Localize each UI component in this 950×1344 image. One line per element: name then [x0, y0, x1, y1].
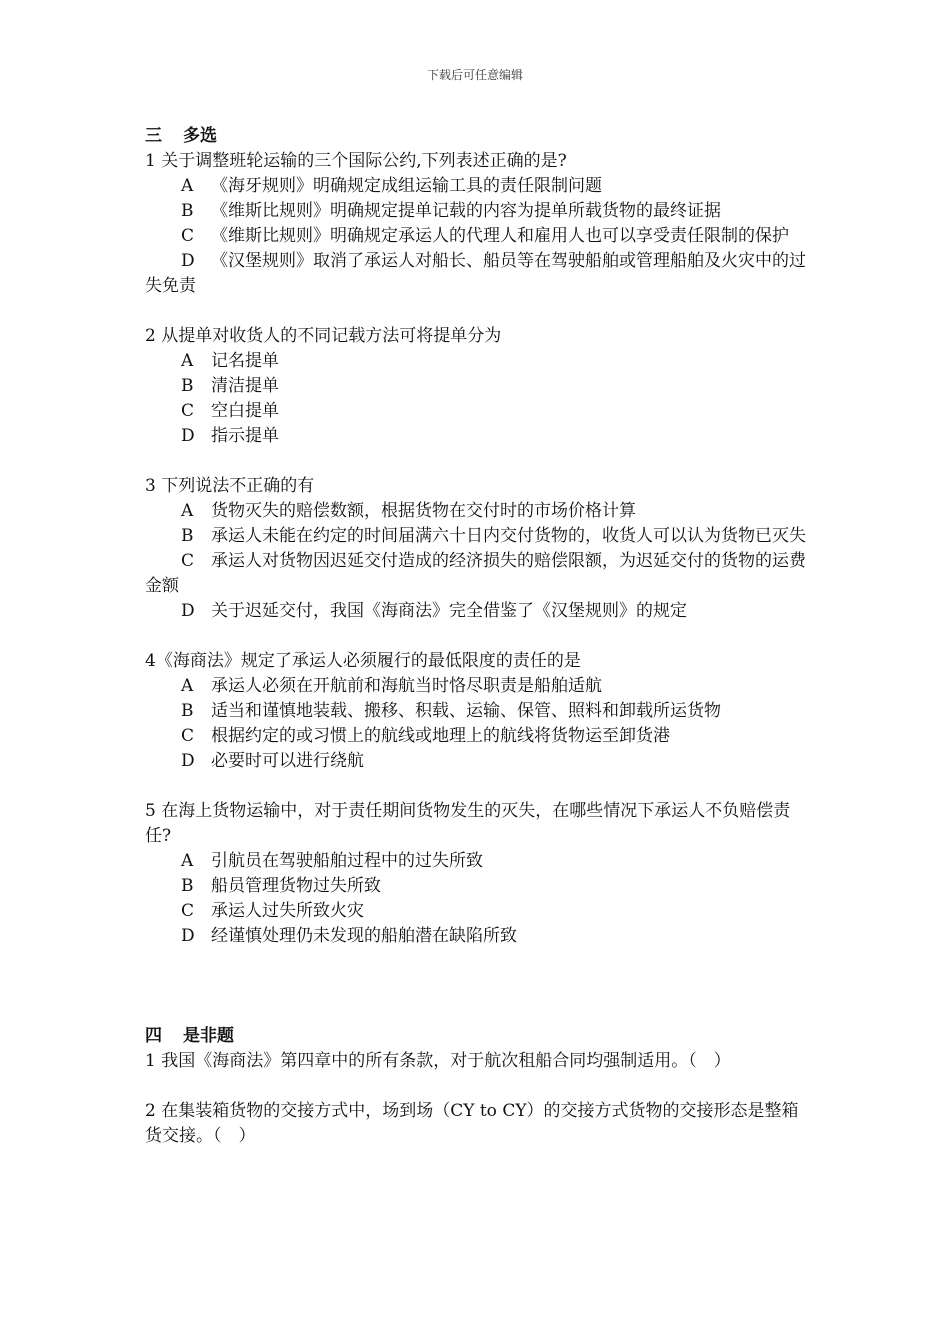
- option-item: [145, 749, 810, 774]
- option-item: [145, 524, 810, 549]
- section-spacer: [145, 949, 810, 1024]
- option-letter: B: [181, 701, 194, 721]
- question-text: 2 在集装箱货物的交接方式中，场到场（CY to CY）的交接方式货物的交接形态是整箱货交接。（ ）: [145, 1101, 799, 1146]
- question-item: [145, 649, 810, 774]
- option-item: [145, 499, 810, 524]
- option-text: 必要时可以进行绕航: [211, 751, 364, 771]
- option-letter: A: [181, 176, 194, 196]
- option-text: 船员管理货物过失所致: [211, 876, 381, 896]
- section-number: 三: [145, 126, 162, 146]
- option-text: 指示提单: [211, 426, 279, 446]
- section-number: 四: [145, 1026, 162, 1046]
- option-text: 经谨慎处理仍未发现的船舶潜在缺陷所致: [211, 926, 517, 946]
- option-text: 《汉堡规则》取消了承运人对船长、船员等在驾驶船舶或管理船舶及火灾中的过失免责: [145, 251, 806, 296]
- option-text: 引航员在驾驶船舶过程中的过失所致: [211, 851, 483, 871]
- option-item: [145, 249, 810, 299]
- option-item: [145, 424, 810, 449]
- option-item: [145, 399, 810, 424]
- option-letter: D: [181, 926, 195, 946]
- question-item: [145, 474, 810, 624]
- question-item: [145, 149, 810, 299]
- option-text: 记名提单: [211, 351, 279, 371]
- option-text: 《海牙规则》明确规定成组运输工具的责任限制问题: [211, 176, 602, 196]
- question-text: 4《海商法》规定了承运人必须履行的最低限度的责任的是: [145, 651, 581, 671]
- option-letter: B: [181, 526, 194, 546]
- option-item: [145, 374, 810, 399]
- option-text: 承运人必须在开航前和海航当时恪尽职责是船舶适航: [211, 676, 602, 696]
- option-item: [145, 549, 810, 599]
- question-text: 5 在海上货物运输中，对于责任期间货物发生的灭失，在哪些情况下承运人不负赔偿责任?: [145, 801, 791, 846]
- option-letter: C: [181, 226, 195, 246]
- option-item: [145, 874, 810, 899]
- section-multiple-choice: [145, 124, 810, 949]
- document-body: [145, 124, 810, 1149]
- option-text: 关于迟延交付，我国《海商法》完全借鉴了《汉堡规则》的规定: [211, 601, 687, 621]
- option-item: [145, 849, 810, 874]
- option-letter: D: [181, 601, 195, 621]
- option-item: [145, 699, 810, 724]
- question-item: [145, 1049, 810, 1074]
- option-text: 《维斯比规则》明确规定提单记载的内容为提单所载货物的最终证据: [211, 201, 721, 221]
- option-letter: C: [181, 901, 195, 921]
- option-letter: B: [181, 876, 194, 896]
- option-letter: B: [181, 376, 194, 396]
- option-letter: C: [181, 726, 195, 746]
- option-text: 货物灭失的赔偿数额，根据货物在交付时的市场价格计算: [211, 501, 636, 521]
- option-item: [145, 349, 810, 374]
- option-text: 承运人对货物因迟延交付造成的经济损失的赔偿限额，为迟延交付的货物的运费金额: [145, 551, 806, 596]
- option-text: 承运人过失所致火灾: [211, 901, 364, 921]
- option-text: 《维斯比规则》明确规定承运人的代理人和雇用人也可以享受责任限制的保护: [211, 226, 789, 246]
- option-item: [145, 599, 810, 624]
- option-letter: A: [181, 351, 194, 371]
- option-letter: B: [181, 201, 194, 221]
- option-item: [145, 674, 810, 699]
- section-true-false: [145, 1024, 810, 1149]
- option-letter: D: [181, 251, 195, 271]
- question-item: [145, 799, 810, 949]
- question-text: 2 从提单对收货人的不同记载方法可将提单分为: [145, 326, 502, 346]
- option-text: 承运人未能在约定的时间届满六十日内交付货物的，收货人可以认为货物已灭失: [211, 526, 806, 546]
- question-text: 1 我国《海商法》第四章中的所有条款，对于航次租船合同均强制适用。（ ）: [145, 1051, 731, 1071]
- option-text: 适当和谨慎地装载、搬移、积载、运输、保管、照料和卸载所运货物: [211, 701, 721, 721]
- option-item: [145, 174, 810, 199]
- option-item: [145, 924, 810, 949]
- option-letter: A: [181, 501, 194, 521]
- section-heading: [145, 124, 810, 149]
- question-text: 1 关于调整班轮运输的三个国际公约,下列表述正确的是?: [145, 151, 567, 171]
- option-text: 根据约定的或习惯上的航线或地理上的航线将货物运至卸货港: [211, 726, 670, 746]
- option-letter: A: [181, 851, 194, 871]
- question-item: [145, 1099, 810, 1149]
- option-text: 清洁提单: [211, 376, 279, 396]
- option-text: 空白提单: [211, 401, 279, 421]
- option-letter: D: [181, 751, 195, 771]
- section-heading: [145, 1024, 810, 1049]
- question-text: 3 下列说法不正确的有: [145, 476, 315, 496]
- option-letter: D: [181, 426, 195, 446]
- option-letter: C: [181, 551, 195, 571]
- section-title: 是非题: [183, 1026, 234, 1046]
- option-item: [145, 724, 810, 749]
- section-title: 多选: [183, 126, 217, 146]
- option-item: [145, 224, 810, 249]
- question-item: [145, 324, 810, 449]
- page-header-note: 下载后可任意编辑: [426, 68, 523, 82]
- option-letter: C: [181, 401, 195, 421]
- option-item: [145, 899, 810, 924]
- option-item: [145, 199, 810, 224]
- option-letter: A: [181, 676, 194, 696]
